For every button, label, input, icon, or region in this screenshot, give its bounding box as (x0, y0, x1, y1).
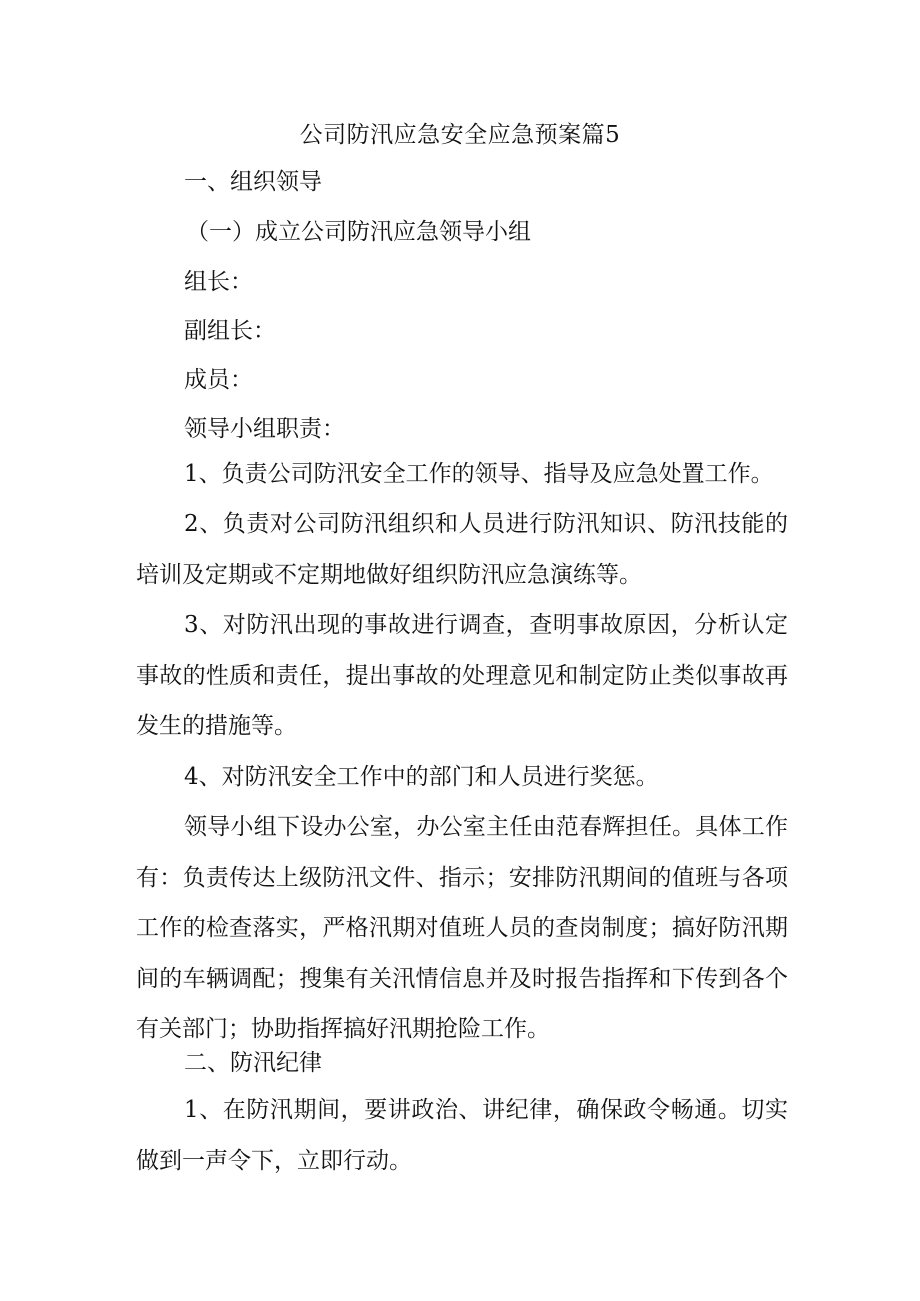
duties-heading: 领导小组职责： (184, 416, 345, 442)
office-paragraph: 领导小组下设办公室，办公室主任由范春辉担任。具体工作有：负责传达上级防汛文件、指示；安排防汛期间的值班与各项工作的检查落实，严格汛期对值班人员的查岗制度；搞好防汛期间的车辆调配；搜集有关汛情信息并及时报告指挥和下传到各个有关部门；协助指挥搞好汛期抢险工作。 (136, 814, 788, 1042)
duty-item-1: 1、负责公司防汛安全工作的领导、指导及应急处置工作。 (184, 461, 774, 487)
leader-label: 组长： (184, 269, 253, 295)
section2-heading: 二、防汛纪律 (184, 1050, 322, 1076)
deputy-leader-label: 副组长： (184, 318, 276, 344)
subsection1-heading: （一）成立公司防汛应急领导小组 (186, 219, 531, 245)
duty-item-2: 2、负责对公司防汛组织和人员进行防汛知识、防汛技能的培训及定期或不定期地做好组织防汛应急演练等。 (136, 511, 788, 588)
duty-item-3: 3、对防汛出现的事故进行调查，查明事故原因，分析认定事故的性质和责任，提出事故的处理意见和制定防止类似事故再发生的措施等。 (136, 612, 788, 739)
document-title: 公司防汛应急安全应急预案篇5 (299, 122, 621, 148)
members-label: 成员： (184, 367, 253, 393)
duty-item-4: 4、对防汛安全工作中的部门和人员进行奖惩。 (184, 764, 659, 790)
discipline-item-1: 1、在防汛期间，要讲政治、讲纪律，确保政令畅通。切实做到一声令下，立即行动。 (136, 1097, 788, 1174)
section1-heading: 一、组织领导 (184, 169, 322, 195)
